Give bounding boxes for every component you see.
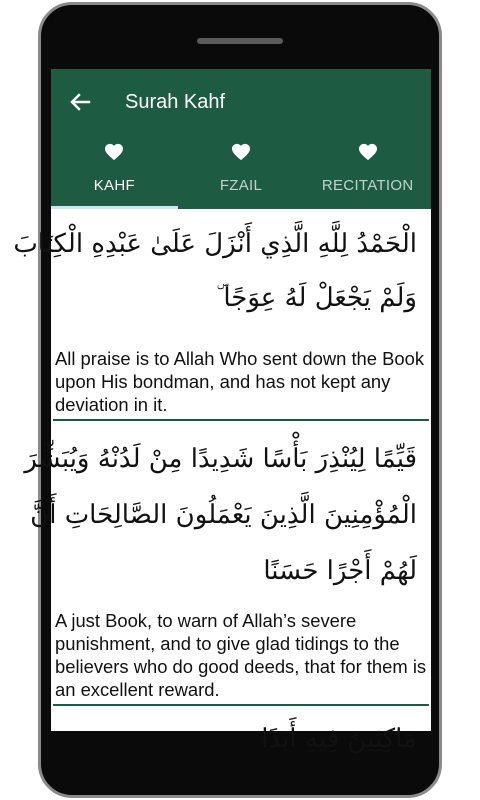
tab-label: FZAIL bbox=[219, 177, 263, 194]
tab-label: KAHF bbox=[93, 177, 135, 194]
phone-frame bbox=[13, 2, 442, 798]
tab-fzail[interactable] bbox=[178, 135, 305, 209]
arabic-line: وَلَمْ يَجْعَلْ لَهُ عِوَجًا ۜ bbox=[216, 283, 417, 313]
verse-arabic bbox=[13, 217, 429, 325]
tab-recitation[interactable] bbox=[304, 135, 431, 209]
verse-arabic bbox=[53, 712, 429, 766]
tab-kahf[interactable] bbox=[51, 135, 178, 209]
verse-item bbox=[24, 431, 429, 599]
heart-icon bbox=[358, 143, 378, 161]
arabic-line: لَهُمْ أَجْرًا حَسَنًا bbox=[263, 556, 417, 586]
app-screen bbox=[13, 69, 431, 754]
verse-divider bbox=[53, 704, 429, 706]
back-button[interactable] bbox=[65, 87, 95, 117]
phone-speaker bbox=[197, 38, 283, 44]
arabic-line: قَيِّمًا لِيُنْذِرَ بَأْسًا شَدِيدًا مِنْ لَدُنْهُ وَيُبَشِّرَ bbox=[24, 444, 417, 474]
tab-label: RECITATION bbox=[321, 177, 414, 194]
verse-translation: All praise is to Allah Who sent down the Book upon His bondman, and has not kept any deviation in it. bbox=[55, 348, 425, 415]
heart-icon bbox=[231, 143, 251, 161]
verse-translation: A just Book, to warn of Allah’s severe punishment, and to give glad tidings to the believers who do good deeds, that for them is an excellent reward. bbox=[55, 610, 427, 700]
heart-icon bbox=[104, 143, 124, 161]
arabic-line: الْمُؤْمِنِينَ الَّذِينَ يَعْمَلُونَ الصَّالِحَاتِ أَنَّ bbox=[30, 500, 417, 530]
tab-bar bbox=[51, 135, 431, 209]
verse-item bbox=[13, 217, 429, 325]
arrow-left-icon bbox=[65, 87, 95, 117]
verse-item bbox=[53, 712, 429, 766]
app-bar bbox=[51, 69, 431, 209]
verse-divider bbox=[53, 419, 429, 421]
verse-arabic bbox=[24, 431, 429, 599]
arabic-line: مَاكِثِينَ فِيهِ أَبَدًا bbox=[261, 724, 417, 754]
page-title: Surah Kahf bbox=[125, 91, 226, 113]
verse-list[interactable] bbox=[13, 209, 431, 754]
arabic-line: الْحَمْدُ لِلَّهِ الَّذِي أَنْزَلَ عَلَىٰ عَبْدِهِ الْكِتَابَ bbox=[13, 229, 417, 259]
